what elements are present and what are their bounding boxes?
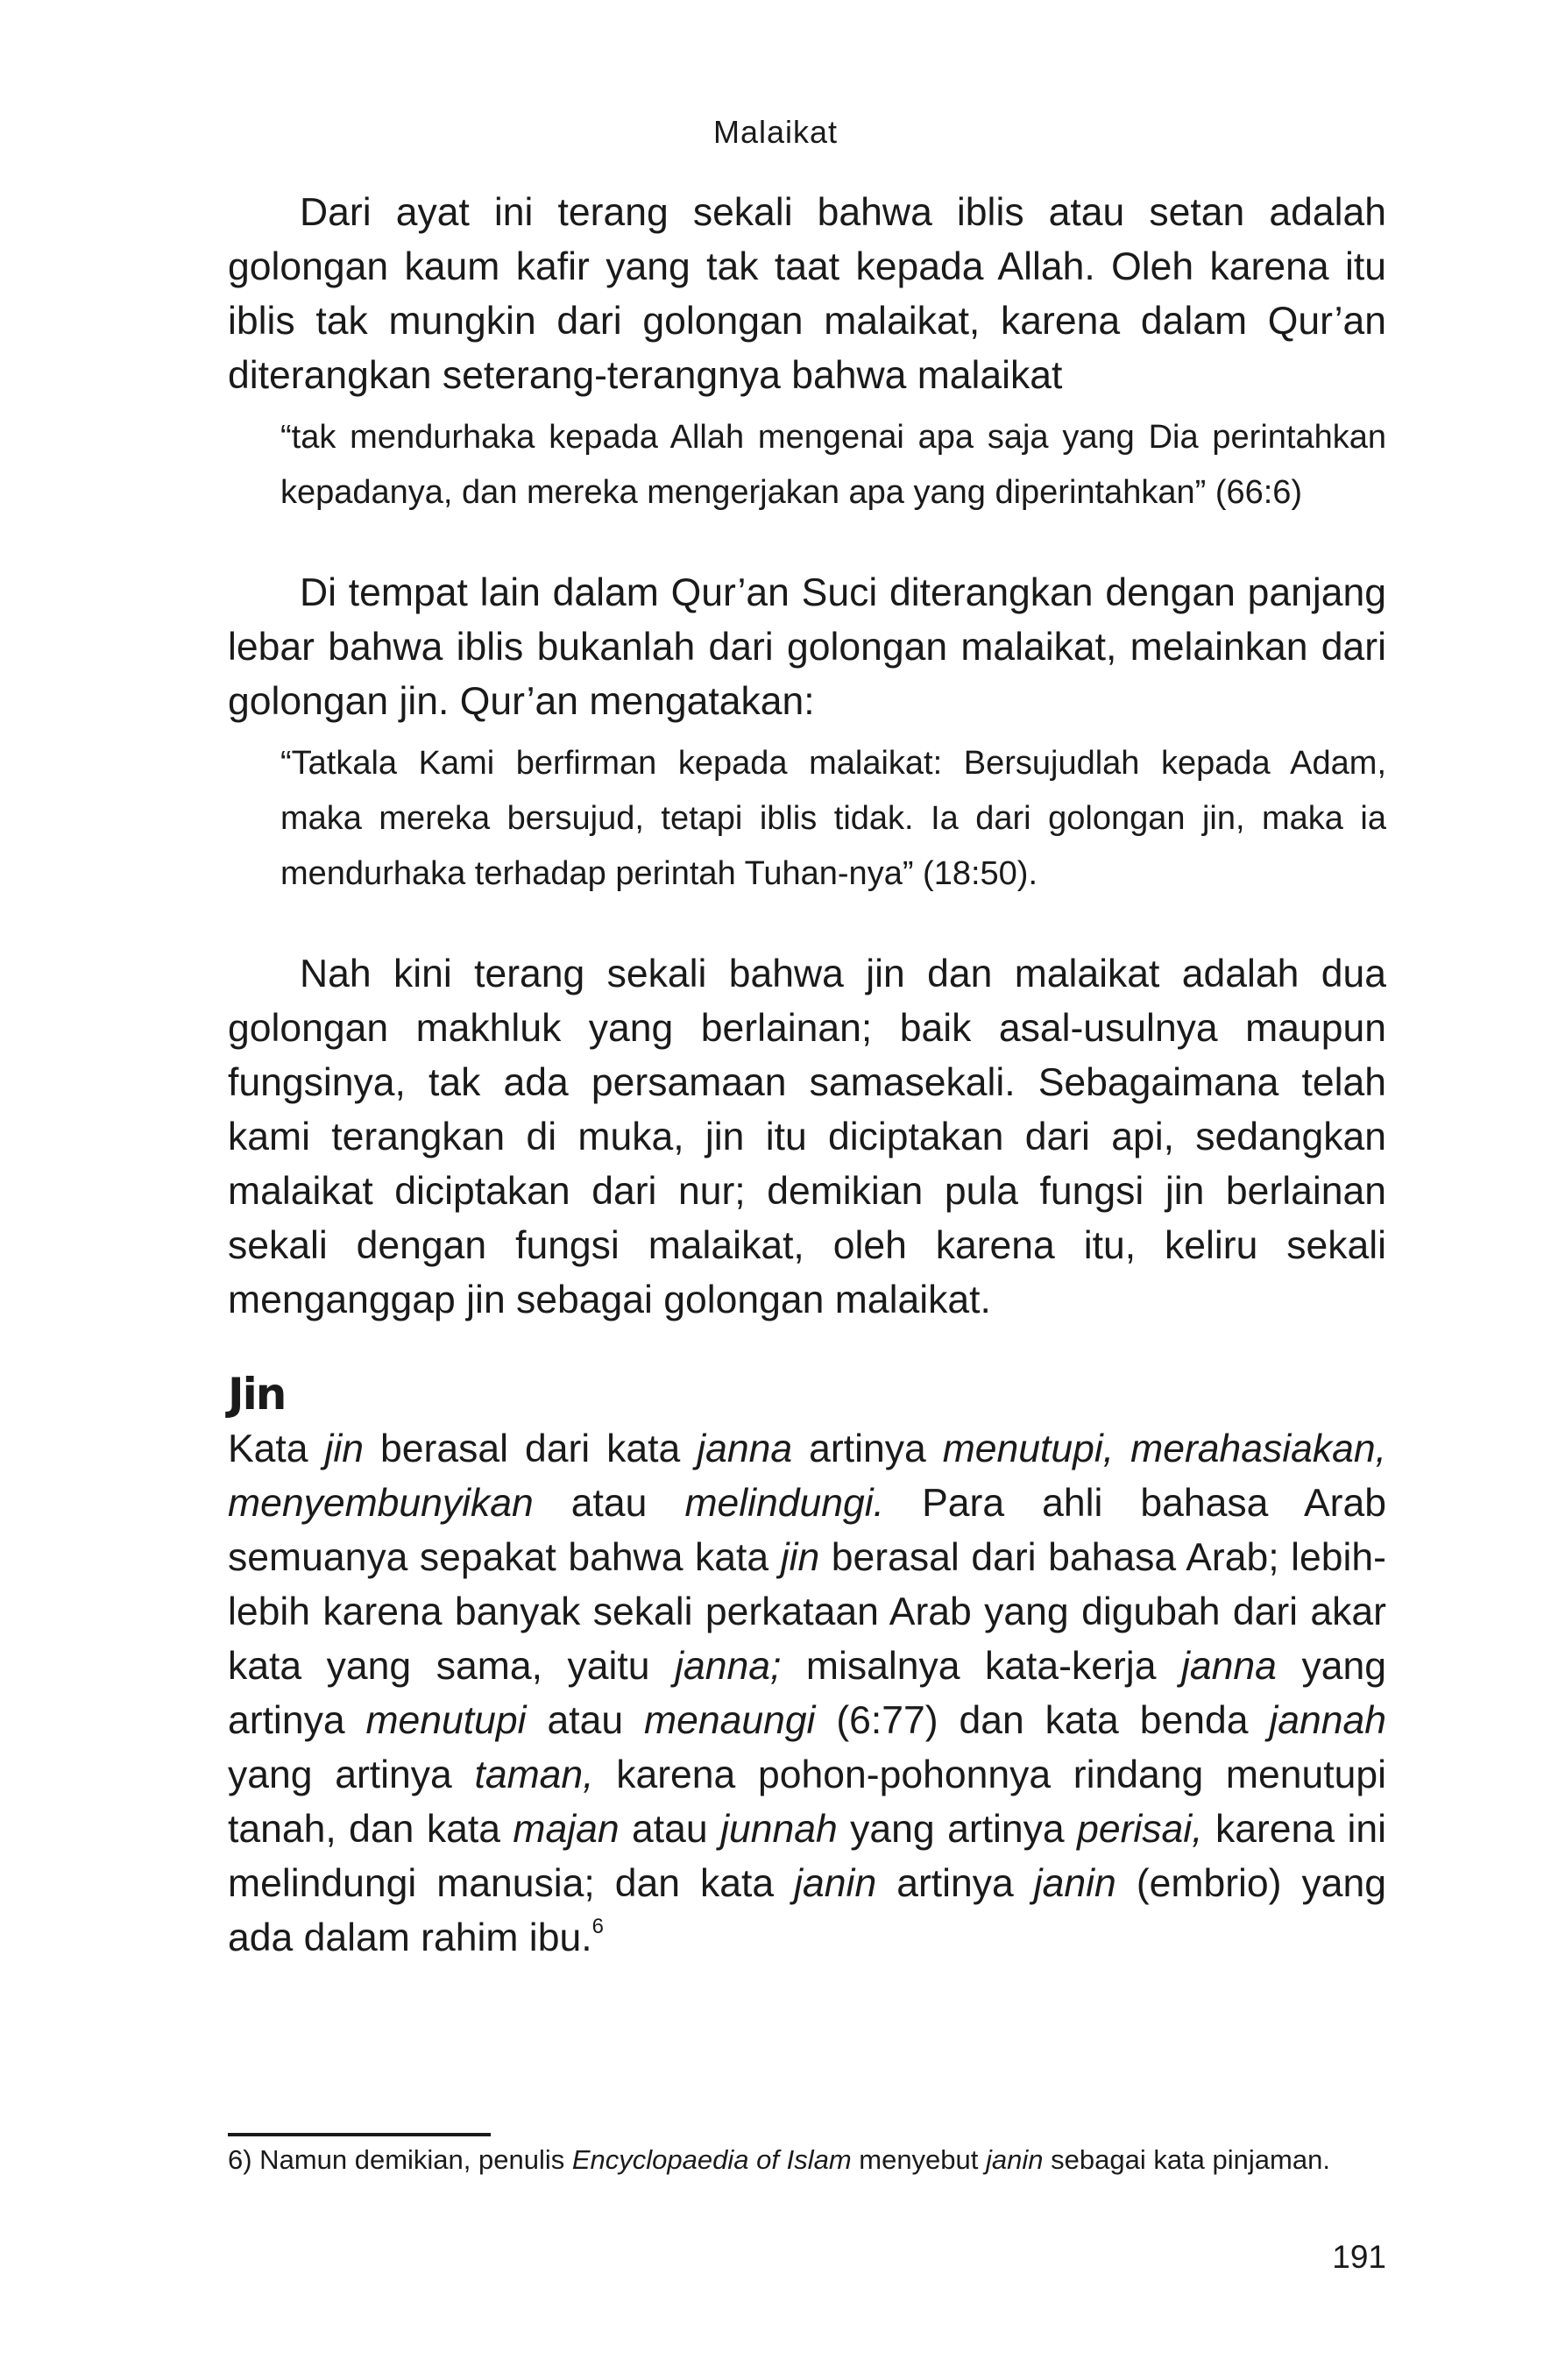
italic-term: janna;: [675, 1645, 782, 1688]
page-body: [228, 186, 1386, 1966]
italic-term: melindungi.: [684, 1482, 885, 1525]
paragraph-gap: [228, 902, 1386, 947]
text-segment: atau: [533, 1482, 685, 1525]
text-segment: karena pohon-pohonnya rindang menutupi tanah, dan kata: [228, 1753, 1386, 1851]
italic-term: jin: [780, 1536, 820, 1579]
italic-term: janna: [1181, 1645, 1277, 1688]
text-segment: (6:77) dan kata benda: [815, 1699, 1270, 1742]
text-segment: artinya: [792, 1427, 943, 1470]
footnote-6: [228, 2143, 1386, 2177]
text-segment: yang artinya: [228, 1753, 475, 1796]
text-segment: Kata: [228, 1427, 325, 1470]
paragraph-gap: [228, 1328, 1386, 1366]
italic-term: janna: [697, 1427, 793, 1470]
italic-term: jannah: [1269, 1699, 1386, 1742]
footnote-reference[interactable]: 6: [591, 1915, 604, 1938]
paragraph-jin-etymology: [228, 1422, 1386, 1966]
quote-18-50: “Tatkala Kami berfirman kepada malaikat: Bersujudlah kepada Adam, maka mereka bersujud, tetapi iblis tidak. Ia dari golongan jin, maka ia mendurhaka terhadap perintah Tuhan-nya” (18:50).: [280, 745, 1386, 892]
paragraph-jin-malaikat: Nah kini terang sekali bahwa jin dan malaikat adalah dua golongan makhluk yang berlainan; baik asal-usulnya maupun fungsinya, tak ada persamaan samasekali. Sebagaimana telah kami terangkan di muka, jin itu diciptakan dari api, sedangkan malaikat diciptakan dari nur; demikian pula fungsi jin berlainan sekali dengan fungsi malaikat, oleh karena itu, keliru sekali menganggap jin sebagai golongan malaikat.: [228, 953, 1386, 1321]
page-number: 191: [1332, 2239, 1386, 2275]
text-segment: (embrio) yang ada dalam rahim ibu.: [228, 1862, 1386, 1959]
text-segment: berasal dari kata: [364, 1427, 698, 1470]
text-segment: 6) Namun demikian, penulis: [228, 2144, 572, 2175]
paragraph-iblis-jin: Di tempat lain dalam Qur’an Suci diterangkan dengan panjang lebar bahwa iblis bukanlah dari golongan malaikat, melainkan dari golongan jin. Qur’an mengatakan:: [228, 571, 1386, 723]
text-segment: yang artinya: [228, 1645, 1386, 1742]
text-segment: Para ahli bahasa Arab semuanya sepakat bahwa kata: [228, 1482, 1386, 1579]
text-segment: misalnya kata-kerja: [781, 1645, 1182, 1688]
italic-term: perisai,: [1077, 1808, 1203, 1851]
italic-term: junnah: [720, 1808, 838, 1851]
text-segment: yang artinya: [837, 1808, 1078, 1851]
italic-term: menaungi: [644, 1699, 816, 1742]
text-segment: artinya: [876, 1862, 1034, 1905]
text-segment: sebagai kata pinjaman.: [1043, 2144, 1330, 2175]
quote-66-6: “tak mendurhaka kepada Allah mengenai apa saja yang Dia perintahkan kepadanya, dan mereka mengerjakan apa yang diperintahkan” (66:6): [280, 419, 1386, 511]
text-segment: menyebut: [851, 2144, 987, 2175]
paragraph-iblis-kafir: Dari ayat ini terang sekali bahwa iblis atau setan adalah golongan kaum kafir yang tak taat kepada Allah. Oleh karena itu iblis tak mungkin dari golongan malaikat, karena dalam Qur’an diterangkan seterang-terangnya bahwa malaikat: [228, 191, 1386, 397]
italic-term: menutupi, merahasiakan, menyembunyikan: [228, 1427, 1387, 1525]
italic-term: jin: [324, 1427, 365, 1470]
italic-term: taman,: [474, 1753, 594, 1796]
italic-term: janin: [794, 1862, 877, 1905]
running-header: Malaikat: [712, 114, 839, 150]
text-segment: atau: [526, 1699, 644, 1742]
text-segment: berasal dari bahasa Arab; lebih-lebih karena banyak sekali perkataan Arab yang digubah dari akar kata yang sama, yaitu: [228, 1536, 1386, 1688]
paragraph-gap: [228, 521, 1386, 566]
italic-term: menutupi: [365, 1699, 527, 1742]
footnote-divider: [228, 2133, 491, 2136]
italic-term: majan: [513, 1808, 620, 1851]
section-heading-jin: Jin: [228, 1369, 286, 1420]
italic-term: Encyclopaedia of Islam: [571, 2144, 852, 2175]
text-segment: atau: [619, 1808, 721, 1851]
italic-term: janin: [986, 2144, 1044, 2175]
italic-term: janin: [1033, 1862, 1116, 1905]
text-segment: karena ini melindungi manusia; dan kata: [228, 1808, 1387, 1905]
